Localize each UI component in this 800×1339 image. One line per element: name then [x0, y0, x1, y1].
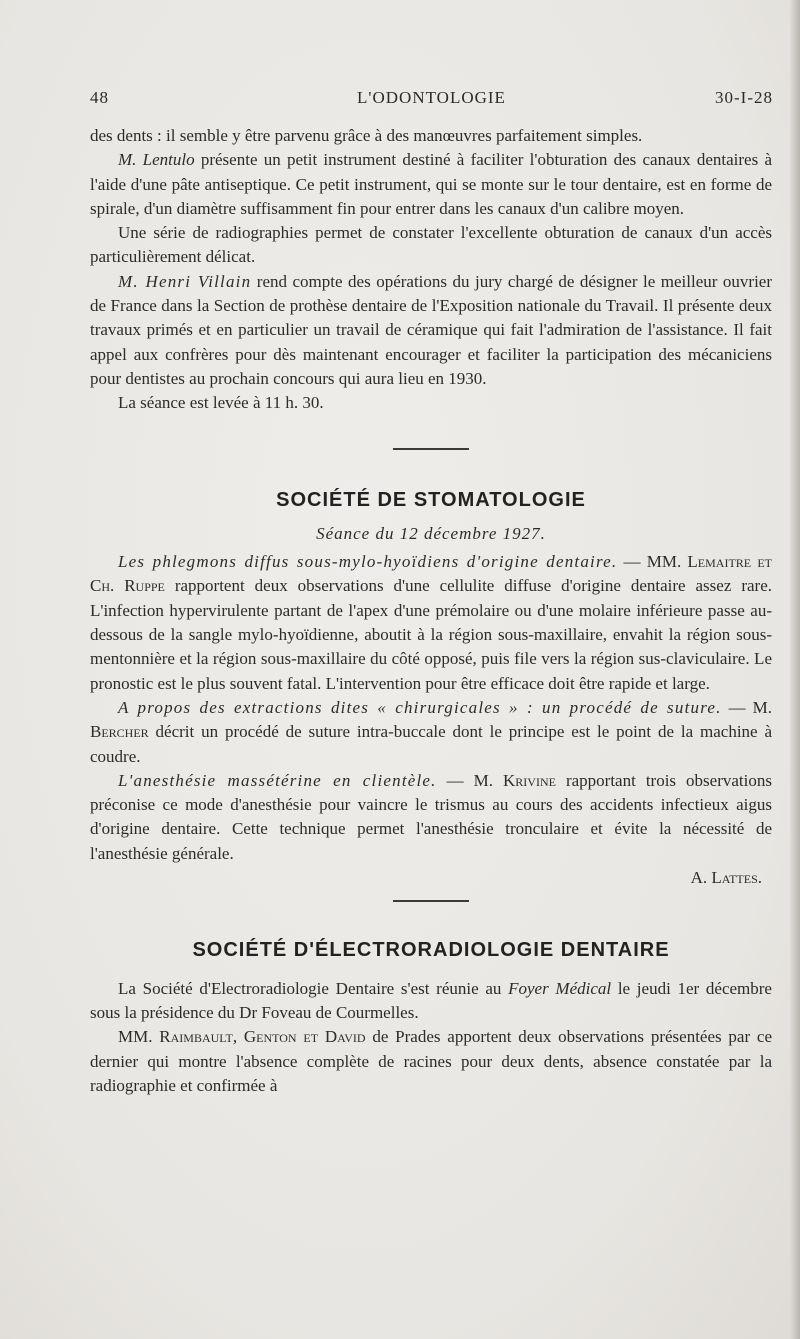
- paragraph-text: La Société d'Electroradiologie Dentaire s'est réunie au: [118, 978, 509, 998]
- communication-title: L'anesthésie massétérine en clientèle.: [118, 770, 437, 790]
- speaker-name: M. Henri Villain: [118, 271, 252, 291]
- dash: — M.: [436, 770, 504, 790]
- journal-title: L'ODONTOLOGIE: [357, 88, 506, 107]
- communication: [90, 550, 772, 696]
- issue-date: 30-I-28: [715, 88, 773, 107]
- author: Bercher: [90, 722, 149, 742]
- paragraph: [90, 1025, 772, 1098]
- paragraph: des dents : il semble y être parvenu grâce à des manœuvres parfaitement simples.: [90, 126, 643, 145]
- communication-title: A propos des extractions dites « chirurgicales » : un procédé de suture.: [118, 697, 722, 717]
- paragraph-text: de Prades apportent deux observations présentées par ce dernier qui montre l'absence complète de racines pour deux dents, absence constatée par la radiographie et confirmée à: [90, 1027, 773, 1095]
- paragraph: [90, 270, 772, 391]
- conjunction: et: [751, 552, 772, 572]
- paragraph: [90, 148, 772, 221]
- signature: A. Lattes.: [690, 868, 762, 888]
- section-title: SOCIÉTÉ DE STOMATOLOGIE: [276, 488, 586, 511]
- paragraph-text: présente un petit instrument destiné à faciliter l'obturation des canaux dentaires à l'aide d'une pâte antiseptique. Ce petit instrument, qui se monte sur le tour dentaire, est en forme de spirale, d'un diamètre suffisamment fin pour entrer dans les canaux d'un calibre moyen.: [90, 150, 773, 218]
- paragraph-text: rend compte des opérations du jury chargé de désigner le meilleur ouvrier de France dans la Section de prothèse dentaire de l'Exposition nationale du Travail. Il présente deux travaux primés et en particulier un travail de céramique qui fait l'admiration de l'assistance. Il fait appel aux confrères pour dès maintenant encourager et faciliter la participation des mécaniciens pour dentistes au prochain concours qui aura lieu en 1930.: [90, 271, 773, 388]
- dash: — MM.: [617, 552, 688, 572]
- paragraph: Une série de radiographies permet de constater l'excellente obturation de canaux d'un accès particulièrement délicat.: [90, 223, 772, 267]
- communication-text: rapportant trois observations préconise ce mode d'anesthésie pour vaincre le trismus au cours des accidents infectieux aigus d'origine dentaire. Cette technique permet l'anesthésie tronculaire et évite la nécessité de l'anesthésie générale.: [90, 770, 772, 863]
- author: Krivine: [503, 770, 556, 790]
- page-edge: [790, 0, 800, 1339]
- page-number: 48: [90, 88, 109, 107]
- session-date: Séance du 12 décembre 1927.: [316, 523, 546, 543]
- running-header: [90, 88, 773, 114]
- speaker-name: M. Lentulo: [118, 150, 195, 170]
- author: Raimbault, Genton et David: [159, 1027, 366, 1047]
- communication: [90, 769, 772, 866]
- paragraph-text: le jeudi 1er décembre sous la présidence du Dr Foveau de Courmelles.: [90, 978, 772, 1022]
- dash: — M.: [721, 697, 772, 717]
- closing-line: La séance est levée à 11 h. 30.: [118, 393, 324, 413]
- paragraph-text: MM.: [118, 1027, 160, 1047]
- communication-text: rapportent deux observations d'une cellulite diffuse d'origine dentaire assez rare. L'infection hypervirulente partant de l'apex d'une prémolaire ou d'une molaire inférieure passe au-dessous de la sangle mylo-hyoïdienne, aboutit à la région sous-maxillaire, envahit la région sous-mentonnière et la région sous-maxillaire du côté opposé, puis file vers la région sus-claviculaire. Le pronostic est le plus souvent fatal. L'intervention pour être efficace doit être rapide et large.: [90, 576, 772, 693]
- page-content: [90, 124, 772, 1098]
- author: Ch. Ruppe: [90, 576, 165, 596]
- section-title: SOCIÉTÉ D'ÉLECTRORADIOLOGIE DENTAIRE: [192, 939, 670, 962]
- communication: [90, 696, 772, 769]
- venue-name: Foyer Médical: [508, 978, 612, 998]
- paragraph: [90, 977, 772, 1026]
- communication-title: Les phlegmons diffus sous-mylo-hyoïdiens d'origine dentaire.: [118, 552, 618, 572]
- communication-text: décrit un procédé de suture intra-buccale dont le principe est le point de la machine à coudre.: [90, 722, 772, 766]
- author: Lemaitre: [687, 552, 752, 572]
